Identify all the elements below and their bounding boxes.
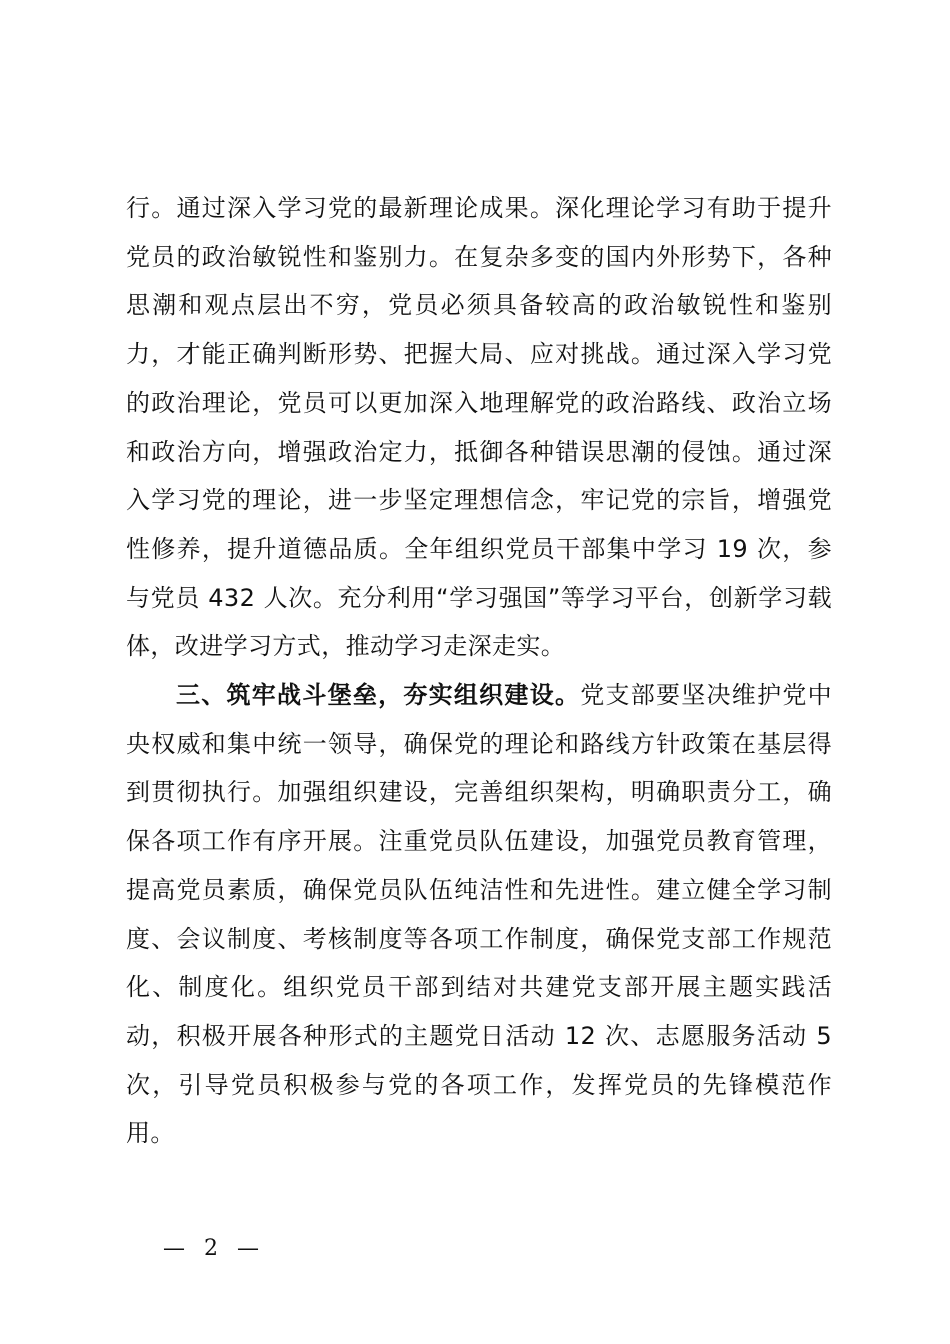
section-heading: 三、筑牢战斗堡垒，夯实组织建设。 <box>176 681 581 710</box>
page-number: — 2 — <box>163 1236 265 1261</box>
document-body <box>126 184 832 1158</box>
paragraph-section-three <box>126 671 832 1158</box>
section-body-text: 党支部要坚决维护党中央权威和集中统一领导，确保党的理论和路线方针政策在基层得到贯彻执行。加强组织建设，完善组织架构，明确职责分工，确保各项工作有序开展。注重党员队伍建设，加强党员教育管理，提高党员素质，确保党员队伍纯洁性和先进性。建立健全学习制度、会议制度、考核制度等各项工作制度，确保党支部工作规范化、制度化。组织党员干部到结对共建党支部开展主题实践活动，积极开展各种形式的主题党日活动 12 次、志愿服务活动 5 次，引导党员积极参与党的各项工作，发挥党员的先锋模范作用。 <box>126 681 832 1148</box>
paragraph-continuation: 行。通过深入学习党的最新理论成果。深化理论学习有助于提升党员的政治敏锐性和鉴别力。在复杂多变的国内外形势下，各种思潮和观点层出不穷，党员必须具备较高的政治敏锐性和鉴别力，才能正确判断形势、把握大局、应对挑战。通过深入学习党的政治理论，党员可以更加深入地理解党的政治路线、政治立场和政治方向，增强政治定力，抵御各种错误思潮的侵蚀。通过深入学习党的理论，进一步坚定理想信念，牢记党的宗旨，增强党性修养，提升道德品质。全年组织党员干部集中学习 19 次，参与党员 432 人次。充分利用“学习强国”等学习平台，创新学习载体，改进学习方式，推动学习走深走实。 <box>126 194 832 661</box>
